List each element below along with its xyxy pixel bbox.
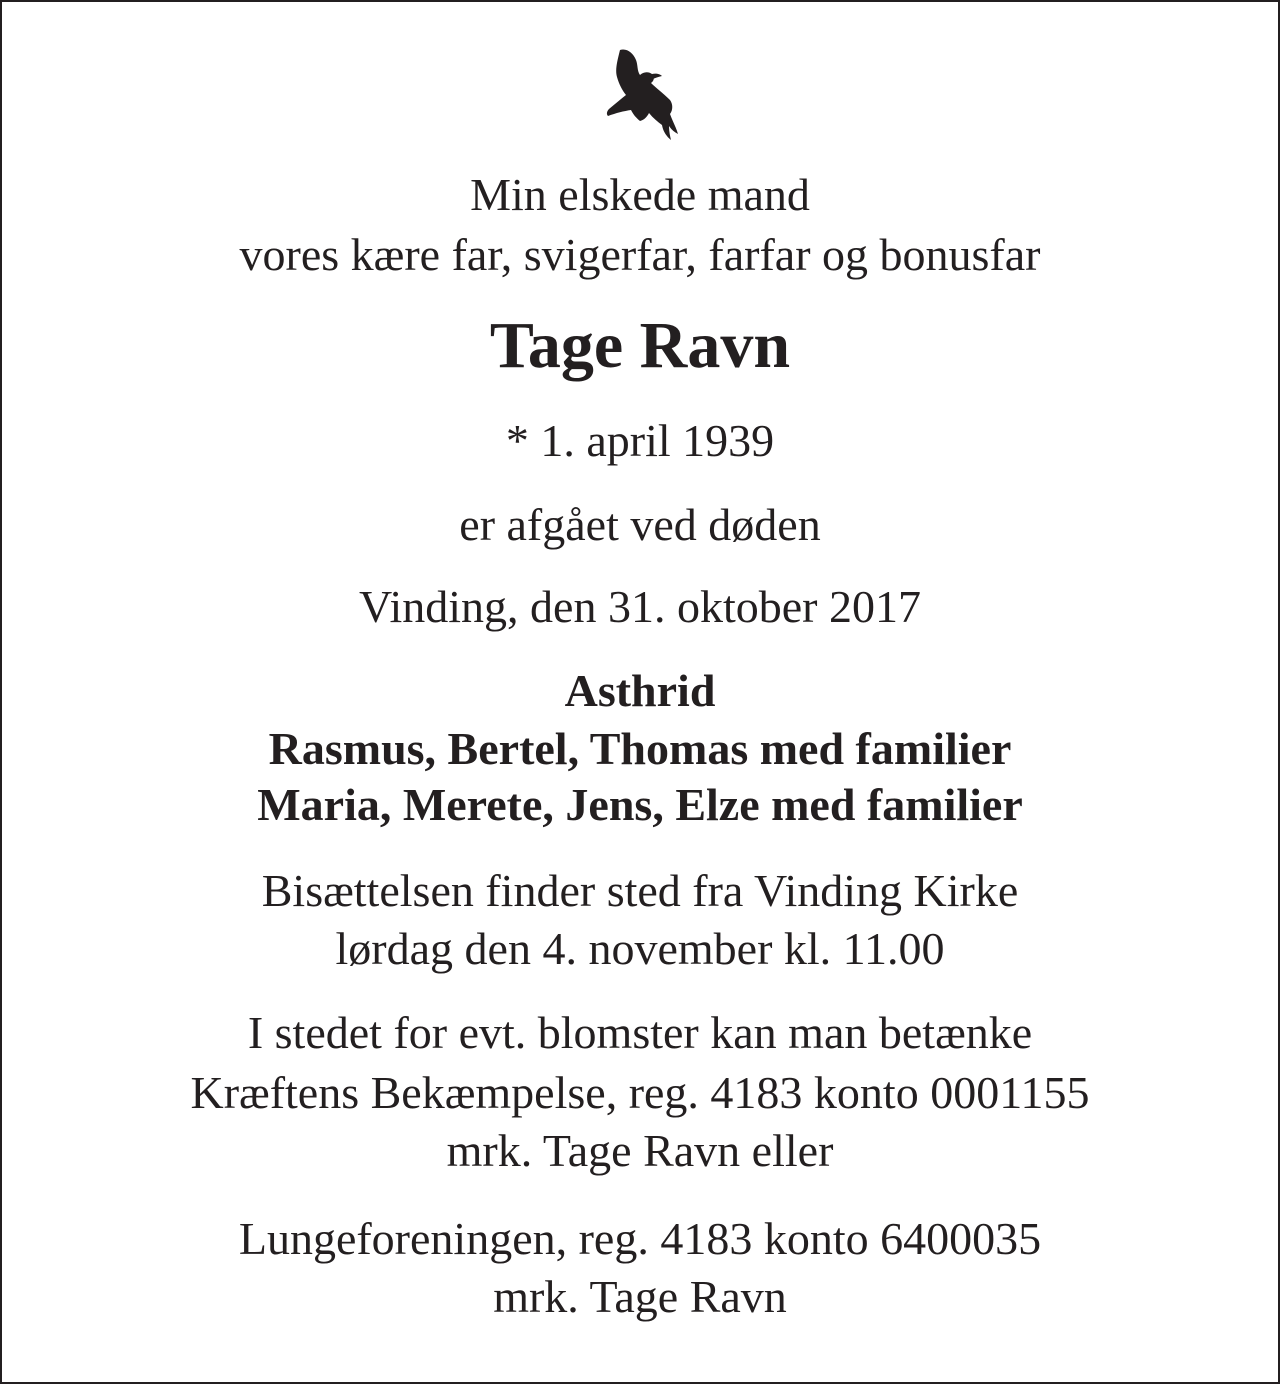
deceased-name: Tage Ravn [489,309,791,382]
donation-line-5: mrk. Tage Ravn [493,1271,787,1322]
donation-line-2: Kræftens Bekæmpelse, reg. 4183 konto 0001155 [190,1067,1090,1118]
place-and-date: Vinding, den 31. oktober 2017 [359,581,921,632]
family-line-3: Maria, Merete, Jens, Elze med familier [257,779,1023,830]
raven-icon [600,44,682,142]
birth-date: * 1. april 1939 [505,415,775,466]
death-statement: er afgået ved døden [459,499,821,550]
funeral-line-1: Bisættelsen finder sted fra Vinding Kirke [261,865,1019,916]
family-line-2: Rasmus, Bertel, Thomas med familier [268,723,1012,774]
funeral-line-2: lørdag den 4. november kl. 11.00 [335,923,945,974]
intro-line-1: Min elskede mand [470,169,810,220]
donation-line-4: Lungeforeningen, reg. 4183 konto 6400035 [238,1213,1042,1264]
donation-line-1: I stedet for evt. blomster kan man betænke [247,1007,1033,1058]
family-line-1: Asthrid [564,665,716,716]
intro-line-2: vores kære far, svigerfar, farfar og bonusfar [239,229,1041,280]
donation-line-3: mrk. Tage Ravn eller [446,1125,834,1176]
